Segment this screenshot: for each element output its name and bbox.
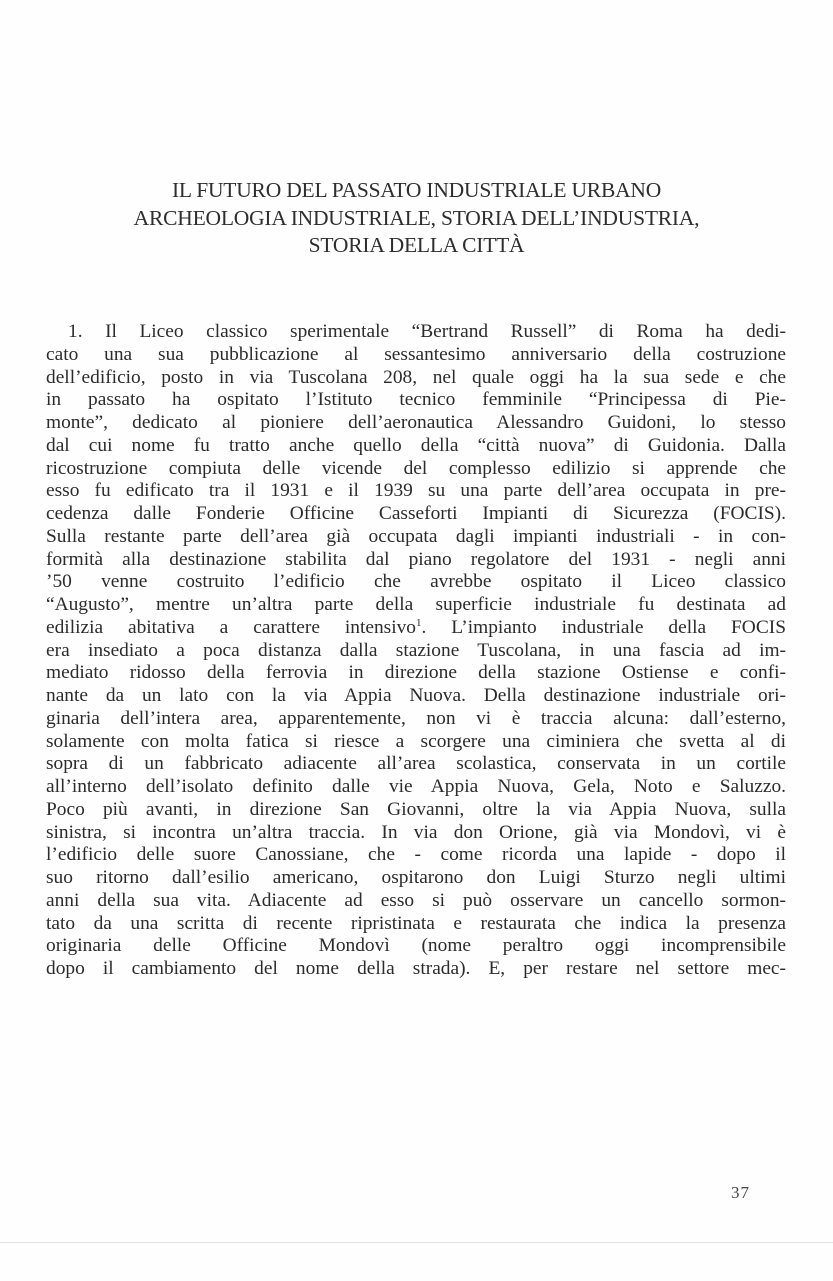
title-line: IL FUTURO DEL PASSATO INDUSTRIALE URBANO — [171, 178, 662, 202]
body-text — [46, 321, 786, 981]
scan-edge-line — [0, 1242, 833, 1243]
text-line: monte”, dedicato al pioniere dell’aeronautica Alessandro Guidoni, lo stesso — [46, 412, 786, 433]
text-line: dopo il cambiamento del nome della strada). E, per restare nel settore mec- — [46, 958, 786, 979]
footnote-ref[interactable]: 1 — [415, 616, 422, 629]
text-line: era insediato a poca distanza dalla stazione Tuscolana, in una fascia ad im- — [46, 639, 786, 661]
text-line: ricostruzione compiuta delle vicende del complesso edilizio si apprende che — [46, 457, 786, 479]
text-segment: edilizia abitativa a carattere intensivo — [46, 616, 416, 638]
text-line: cedenza dalle Fonderie Officine Casseforti Impianti di Sicurezza (FOCIS). — [46, 503, 786, 524]
text-line: ’50 venne costruito l’edificio che avrebbe ospitato il Liceo classico — [46, 571, 786, 593]
text-line: esso fu edificato tra il 1931 e il 1939 su una parte dell’area occupata in pre- — [46, 480, 786, 502]
text-line: “Augusto”, mentre un’altra parte della superficie industriale fu destinata ad — [46, 594, 786, 615]
text-line: formità alla destinazione stabilita dal piano regolatore del 1931 - negli anni — [46, 548, 786, 570]
title-line: STORIA DELLA CITTÀ — [308, 233, 525, 257]
title-line: ARCHEOLOGIA INDUSTRIALE, STORIA DELL’INDUSTRIA, — [133, 205, 700, 230]
text-line: all’interno dell’isolato definito dalle vie Appia Nuova, Gela, Noto e Saluzzo. — [46, 776, 786, 797]
text-line: cato una sua pubblicazione al sessantesimo anniversario della costruzione — [46, 343, 786, 365]
page-number: 37 — [731, 1183, 750, 1202]
text-line: 1. Il Liceo classico sperimentale “Bertrand Russell” di Roma ha dedi- — [68, 321, 786, 342]
text-line: nante da un lato con la via Appia Nuova. Della destinazione industriale ori- — [46, 685, 786, 706]
text-line: solamente con molta fatica si riesce a scorgere una ciminiera che svetta al di — [46, 730, 786, 752]
text-line: suo ritorno dall’esilio americano, ospitarono don Luigi Sturzo negli ultimi — [46, 867, 786, 888]
text-line: in passato ha ospitato l’Istituto tecnico femminile “Principessa di Pie- — [46, 389, 786, 411]
text-line-with-footnote — [46, 617, 786, 640]
text-line: anni della sua vita. Adiacente ad esso si può osservare un cancello sormon- — [46, 889, 786, 911]
text-line: sopra di un fabbricato adiacente all’area scolastica, conservata in un cortile — [46, 753, 786, 775]
chapter-title — [0, 177, 833, 260]
text-line: originaria delle Officine Mondovì (nome peraltro oggi incomprensibile — [46, 935, 786, 957]
text-segment: . L’impianto industriale della FOCIS — [421, 616, 786, 638]
text-line: l’edificio delle suore Canossiane, che - come ricorda una lapide - dopo il — [46, 844, 786, 866]
text-line: dell’edificio, posto in via Tuscolana 208, nel quale oggi ha la sua sede e che — [46, 366, 786, 388]
text-line: ginaria dell’intera area, apparentemente, non vi è traccia alcuna: dall’esterno, — [46, 707, 786, 729]
text-line: Poco più avanti, in direzione San Giovanni, oltre la via Appia Nuova, sulla — [46, 798, 786, 820]
text-line: sinistra, si incontra un’altra traccia. In via don Orione, già via Mondovì, vi è — [46, 821, 786, 843]
text-line: mediato ridosso della ferrovia in direzione della stazione Ostiense e confi- — [46, 662, 786, 684]
text-line: dal cui nome fu tratto anche quello della “città nuova” di Guidonia. Dalla — [46, 434, 786, 456]
text-line: Sulla restante parte dell’area già occupata dagli impianti industriali - in con- — [46, 525, 786, 547]
text-line: tato da una scritta di recente ripristinata e restaurata che indica la presenza — [46, 912, 786, 934]
